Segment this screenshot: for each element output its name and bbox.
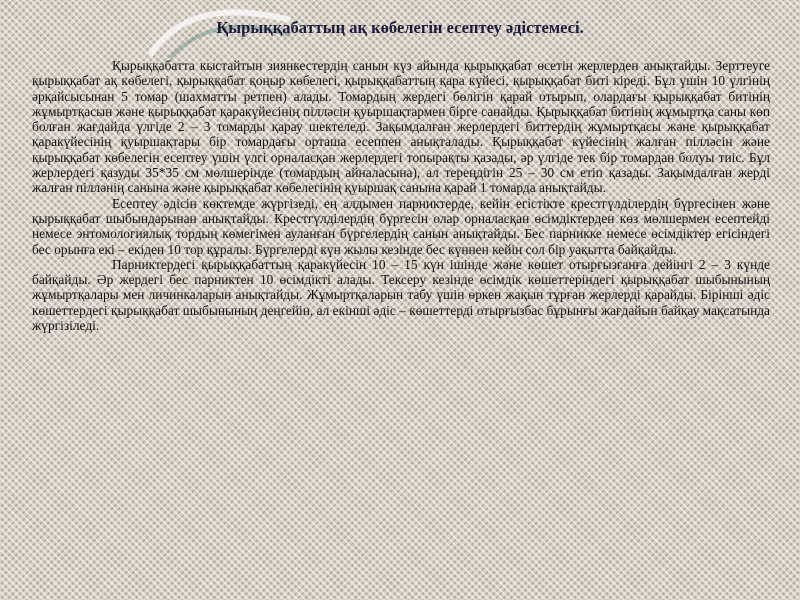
body-text bbox=[32, 58, 770, 333]
slide-title: Қырыққабаттың ақ көбелегін есептеу әдістемесі. bbox=[216, 18, 584, 37]
paragraph-1: Қырыққабатта кыстайтын зиянкестердің санын күз айында қырыққабат өсетін жерлерден анықтайды. Зерттеуге қырыққабат ақ көбелегі, қырыққабат қоңыр көбелегі, қырыққабаттың қара күйесі, қырыққабат биті кіреді. Бұл үшін 10 үлгінің әрқайсысынан 5 томар (шахматты ретпен) алады. Томардың жердегі бөлігін қарай отырып, олардағы қырыққабат битінің жұмыртқасын және қырыққабат қаракүйесінің пілләсін қуыршақтармен бірге санайды. Қырыққабат битінің жұмыртқа саны көп болған жағдайда үлгіде 2 – 3 томарды қарау шектеледі. Зақымдалған жерлердегі биттердің жұмыртқасы және қырыққабат қаракүйесінің қуыршақтары бір томардағы орташа есеппен анықталады. Қырыққабат күйесінің жалған пілләсін және қырыққабат көбелегін есептеу үшін үлгі орналасқан жерлердегі топырақты қазады, әр үлгіде тек бір томардан болуы тиіс. Бұл жерлердегі қазуды 35*35 см мөлшерінде (томардың айналасына), ал тереңдігін 25 – 30 см етіп қазады. Зақымдалған жерді жалған пілләнің санына және қырыққабат көбелегінің қуыршақ санына қарай 1 томарда анықтайды. bbox=[32, 58, 770, 196]
paragraph-2: Есептеу әдісін көктемде жүргізеді, ең алдымен парниктерде, кейін егістікте крестгүлділердің бүргесінен және қырыққабат шыбындарынан анықтайды. Крестгүлділердің бүргесін олар орналасқан өсімдіктерден көз мөлшермен есептейді немесе энтомологиялық тордың көмегімен ауланған бүргелердің санын анықтайды. Бес парникке немесе өсімдіктер егісіндегі бес орынға екі – екіден 10 тор құралы. Бүргелерді күн жылы кезінде бес күннен кейін сол бір уақытта байқайды. bbox=[32, 195, 770, 257]
paragraph-3: Парниктердегі қырыққабаттың қаракүйесін 10 – 15 күн ішінде және көшет отырғызғанға дейінгі 2 – 3 күнде байқайды. Әр жердегі бес парниктен 10 өсімдікті алады. Тексеру кезінде өсімдік көшеттеріндегі қырыққабат шыбынының жұмыртқалары мен личинкаларын анықтайды. Жұмыртқаларын табу үшін өркен жақын тұрған жерлерді қарайды. Бірінші әдіс көшеттердегі қырыққабат шыбынының деңгейін, ал екінші әдіс – көшеттерді отырғызбас бұрынғы жағдайын байқау мақсатында жүргізіледі. bbox=[32, 256, 770, 334]
